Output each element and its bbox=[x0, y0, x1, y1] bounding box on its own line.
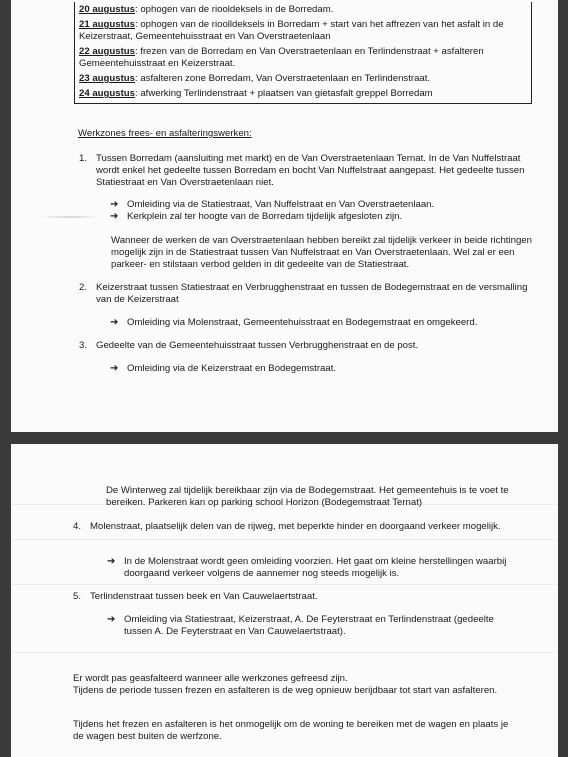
schedule-text: : ophogen van de rioolldeksels in Borredam + start van het affrezen van het asfalt in de Keizerstraat, Gemeentehuisstraat en Van Overstraetenlaan bbox=[79, 19, 504, 42]
detour-text: Omleiding via Statiestraat, Keizerstraat, A. De Feyterstraat en Terlindenstraat (gedeelte tussen A. De Feyterstraat en Van Cauwelaertstraat). bbox=[124, 614, 494, 637]
section-heading: Werkzones frees- en asfalteringswerken: bbox=[78, 128, 252, 139]
zone-5-number: 5. bbox=[73, 591, 82, 602]
document-page-2 bbox=[11, 444, 558, 757]
arrow-icon: ➔ bbox=[110, 317, 119, 328]
arrow-icon: ➔ bbox=[110, 363, 119, 374]
scan-line bbox=[11, 584, 558, 585]
zone-1-number: 1. bbox=[79, 153, 88, 164]
schedule-date: 20 augustus bbox=[79, 4, 135, 15]
schedule-date: 24 augustus bbox=[79, 88, 135, 99]
closing-paragraph-1 bbox=[73, 673, 513, 697]
scan-line bbox=[11, 652, 558, 653]
zone-3-description: Gedeelte van de Gemeentehuisstraat tussen Verbrugghenstraat en de post. bbox=[96, 340, 419, 351]
scan-smudge bbox=[39, 216, 99, 218]
zone-1-description: Tussen Borredam (aansluiting met markt) en de Van Overstraetenlaan Ternat. In de Van Nuffelstraat wordt enkel het gedeelte tussen Borredam en bocht Van Nuffelstraat aangepast. Het gedeelte tussen Statiestraat en Van Overstraetenlaan niet. bbox=[96, 153, 525, 188]
zone-5-detour bbox=[107, 614, 517, 638]
scan-line bbox=[11, 539, 558, 540]
zone-2-number: 2. bbox=[79, 282, 88, 293]
schedule-date: 22 augustus bbox=[79, 46, 135, 57]
zone-1-note: Wanneer de werken de van Overstraetenlaan hebben bereikt zal tijdelijk verkeer in beide richtingen mogelijk zijn in de Statiestraat tussen Van Nuffelstraat en Van Overstraetenlaan. Wel zal er een parkeer- en stilstaan verbod gelden in dit gedeelte van de Statiestraat. bbox=[111, 235, 532, 270]
schedule-text: : afwerking Terlindenstraat + plaatsen van gietasfalt greppel Borredam bbox=[134, 88, 433, 99]
schedule-text: : asfalteren zone Borredam, Van Overstraetenlaan en Terlindenstraat. bbox=[134, 73, 431, 84]
schedule-date: 23 augustus bbox=[79, 73, 135, 84]
zone-2-detour bbox=[110, 317, 530, 329]
schedule-entry bbox=[79, 88, 527, 100]
schedule-date: 21 augustus bbox=[79, 19, 135, 30]
arrow-icon: ➔ bbox=[110, 199, 119, 210]
detour-text: Omleiding via de Keizerstraat en Bodegemstraat. bbox=[127, 363, 337, 374]
detour-text: Omleiding via Molenstraat, Gemeentehuisstraat en Bodegemstraat en omgekeerd. bbox=[127, 317, 478, 328]
zone-3-detour bbox=[110, 363, 530, 375]
zone-4-description: Molenstraat, plaatselijk delen van de rijweg, met beperkte hinder en doorgaand verkeer mogelijk. bbox=[90, 521, 501, 532]
closing-line: Tijdens de periode tussen frezen en asfalteren is de weg opnieuw berijdbaar tot start van asfalteren. bbox=[73, 685, 498, 696]
closing-paragraph-2: Tijdens het frezen en asfalteren is het onmogelijk om de woning te bereiken met de wagen en plaats je de wagen best buiten de werfzone. bbox=[73, 719, 509, 742]
schedule-entry bbox=[79, 4, 527, 16]
winterweg-note: De Winterweg zal tijdelijk bereikbaar zijn via de Bodegemstraat. Het gemeentehuis is te voet te bereiken. Parkeren kan op parking school Horizon (Bodegemstraat Ternat) bbox=[106, 485, 509, 508]
document-page-1 bbox=[11, 0, 558, 432]
schedule-entry bbox=[79, 46, 527, 70]
detour-text: In de Molenstraat wordt geen omleiding voorzien. Het gaat om kleine herstellingen waarbij doorgaand verkeer volgens de aannemer nog steeds mogelijk is. bbox=[124, 556, 507, 579]
schedule-entry bbox=[79, 19, 527, 43]
zone-2-description: Keizerstraat tussen Statiestraat en Verbrugghenstraat en tussen de Bodegemstraat en de versmalling van de Keizerstraat bbox=[96, 282, 528, 305]
detour-text: Omleiding via de Statiestraat, Van Nuffelstraat en Van Overstraetenlaan. bbox=[127, 199, 435, 210]
detour-text: Kerkplein zal ter hoogte van de Borredam tijdelijk afgesloten zijn. bbox=[127, 211, 403, 222]
arrow-icon: ➔ bbox=[107, 556, 116, 567]
schedule-box bbox=[74, 2, 532, 104]
zone-1-detour bbox=[110, 199, 530, 211]
zone-1-kerkplein bbox=[110, 211, 530, 223]
zone-4-detour bbox=[107, 556, 517, 580]
arrow-icon: ➔ bbox=[107, 614, 116, 625]
zone-5-description: Terlindenstraat tussen beek en Van Cauwelaertstraat. bbox=[90, 591, 318, 602]
arrow-icon: ➔ bbox=[110, 211, 119, 222]
zone-4-number: 4. bbox=[73, 521, 82, 532]
closing-line: Er wordt pas geasfalteerd wanneer alle werkzones gefreesd zijn. bbox=[73, 673, 348, 684]
zone-3-number: 3. bbox=[79, 340, 88, 351]
schedule-text: : frezen van de Borredam en Van Overstraetenlaan en Terlindenstraat + asfalteren Gemeentehuisstraat en Keizerstraat. bbox=[79, 46, 484, 69]
schedule-entry bbox=[79, 73, 527, 85]
schedule-text: : ophogen van de riooldeksels in de Borredam. bbox=[134, 4, 334, 15]
